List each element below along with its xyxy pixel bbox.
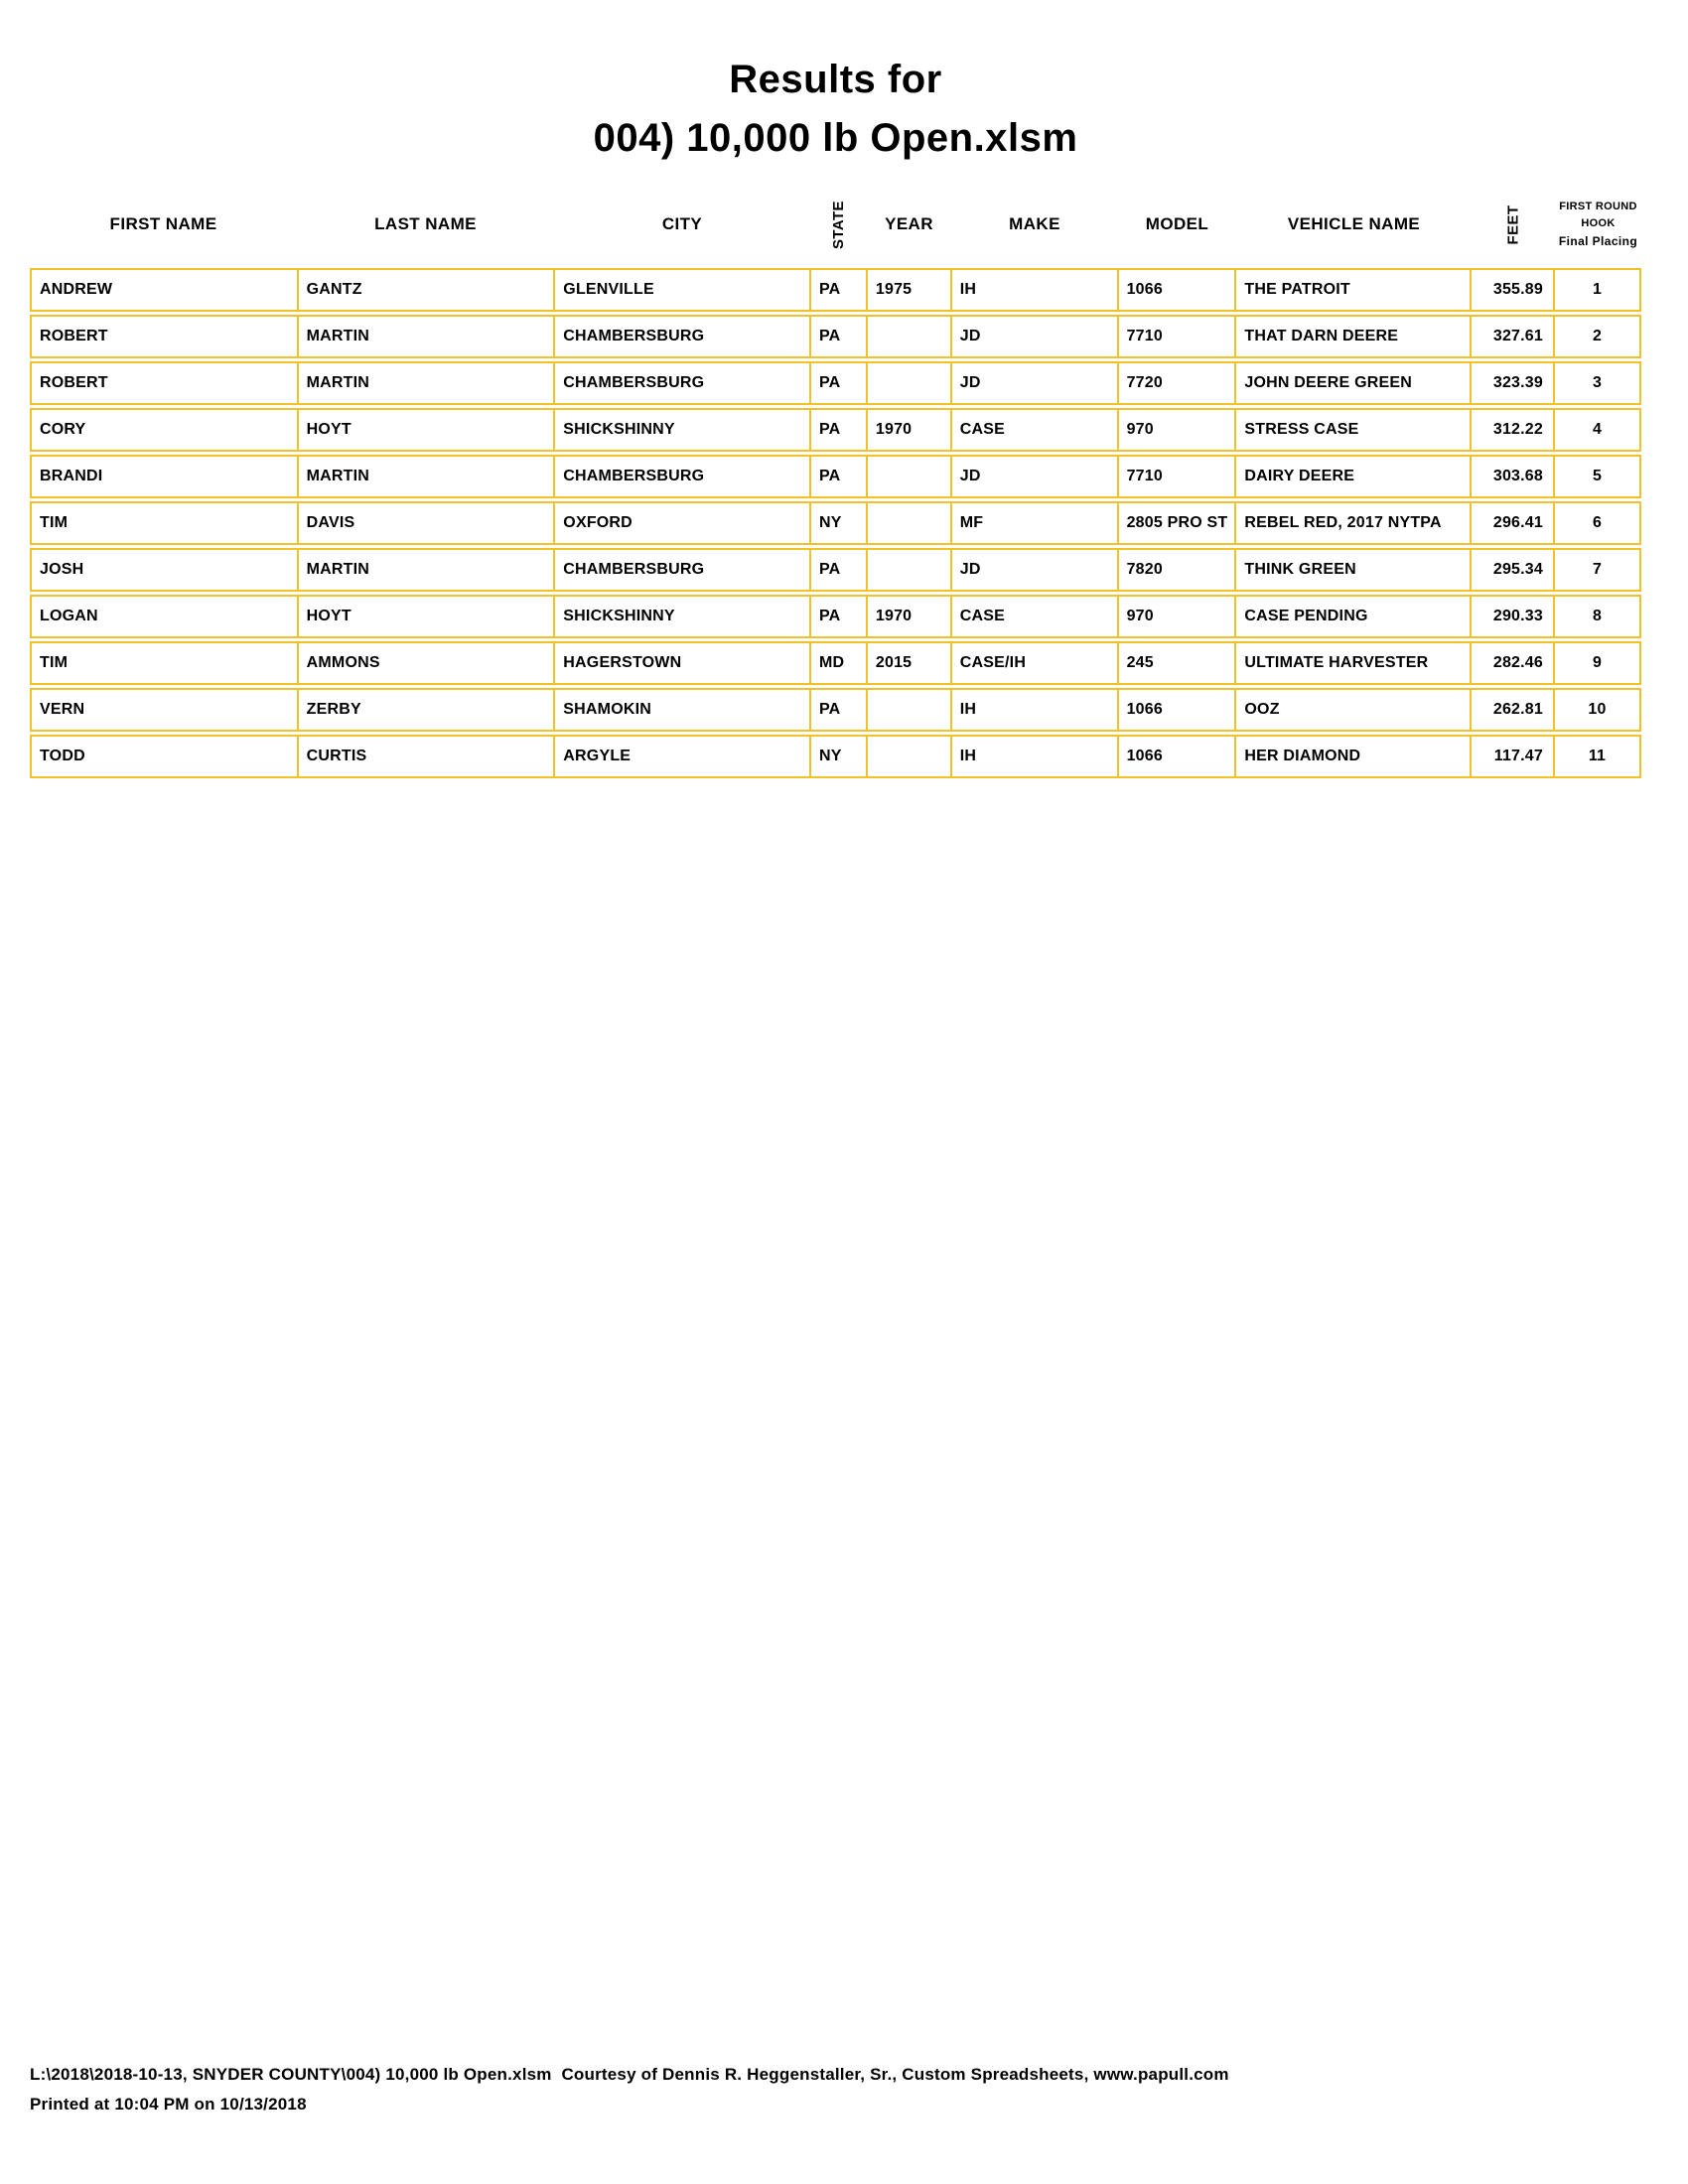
column-header-final-placing-label: Final Placing [1558,233,1638,248]
cell-model: 970 [1119,410,1237,450]
cell-model: 7710 [1119,457,1237,496]
cell-make: IH [952,737,1119,776]
cell-year [868,550,952,590]
cell-first-name: TIM [32,503,299,543]
cell-make: JD [952,550,1119,590]
cell-model: 1066 [1119,737,1237,776]
cell-state: MD [811,643,868,683]
cell-city: SHICKSHINNY [555,410,811,450]
cell-year [868,737,952,776]
cell-state: PA [811,363,868,403]
cell-model: 7820 [1119,550,1237,590]
cell-city: SHICKSHINNY [555,597,811,636]
cell-model: 7720 [1119,363,1237,403]
column-header-state-label: STATE [829,200,847,249]
cell-placing: 4 [1592,421,1603,438]
cell-last-name: HOYT [299,410,556,450]
cell-year [868,503,952,543]
cell-make: CASE [952,597,1119,636]
cell-city: CHAMBERSBURG [555,363,811,403]
cell-make: CASE/IH [952,643,1119,683]
cell-last-name: AMMONS [299,643,556,683]
cell-state: PA [811,597,868,636]
cell-vehicle-name: JOHN DEERE GREEN [1236,363,1472,403]
column-header-vehicle-name-label: VEHICLE NAME [1287,214,1421,233]
column-header-state [810,181,867,268]
cell-placing: 6 [1592,514,1603,531]
footer-file-path: L:\2018\2018-10-13, SNYDER COUNTY\004) 10,000 lb Open.xlsm Courtesy of Dennis R. Heggenstaller, Sr., Custom Spreadsheets, www.papull.com [30,2065,1229,2084]
cell-year [868,690,952,730]
cell-last-name: ZERBY [299,690,556,730]
cell-state: PA [811,690,868,730]
cell-feet: 117.47 [1472,737,1555,776]
cell-state: PA [811,270,868,310]
cell-year: 2015 [868,643,952,683]
cell-first-name: ROBERT [32,317,299,356]
cell-vehicle-name: REBEL RED, 2017 NYTPA [1236,503,1472,543]
table-header [30,181,1641,268]
cell-city: HAGERSTOWN [555,643,811,683]
cell-state: PA [811,317,868,356]
cell-placing: 5 [1592,468,1603,484]
cell-placing: 8 [1592,608,1603,624]
column-header-model [1118,181,1236,268]
column-header-city-label: CITY [661,214,703,233]
cell-placing: 2 [1592,328,1603,344]
cell-first-name: TIM [32,643,299,683]
cell-state: NY [811,737,868,776]
cell-vehicle-name: DAIRY DEERE [1236,457,1472,496]
cell-last-name: CURTIS [299,737,556,776]
page-title-line2: 004) 10,000 lb Open.xlsm [593,116,1078,160]
column-header-city [554,181,810,268]
column-header-make-label: MAKE [1009,214,1060,233]
cell-city: SHAMOKIN [555,690,811,730]
cell-last-name: MARTIN [299,457,556,496]
cell-model: 1066 [1119,270,1237,310]
cell-make: MF [952,503,1119,543]
table-body [30,268,1641,778]
cell-city: CHAMBERSBURG [555,550,811,590]
cell-feet: 355.89 [1472,270,1555,310]
column-header-vehicle-name [1236,181,1472,268]
cell-state: PA [811,410,868,450]
cell-placing: 11 [1588,748,1607,764]
column-header-first-name [30,181,297,268]
column-header-first-round-label: FIRST ROUND [1559,200,1637,212]
table-row [30,361,1641,405]
cell-feet: 323.39 [1472,363,1555,403]
cell-year [868,363,952,403]
cell-last-name: HOYT [299,597,556,636]
cell-last-name: MARTIN [299,317,556,356]
column-header-feet-label: FEET [1504,205,1522,244]
cell-first-name: LOGAN [32,597,299,636]
cell-city: OXFORD [555,503,811,543]
cell-vehicle-name: OOZ [1236,690,1472,730]
cell-first-name: VERN [32,690,299,730]
table-row [30,595,1641,638]
cell-last-name: DAVIS [299,503,556,543]
cell-city: CHAMBERSBURG [555,317,811,356]
cell-feet: 312.22 [1472,410,1555,450]
cell-city: CHAMBERSBURG [555,457,811,496]
cell-feet: 327.61 [1472,317,1555,356]
cell-placing: 1 [1592,281,1603,298]
cell-last-name: MARTIN [299,363,556,403]
cell-model: 245 [1119,643,1237,683]
table-row [30,315,1641,358]
cell-placing: 10 [1588,701,1607,718]
cell-last-name: GANTZ [299,270,556,310]
cell-year: 1975 [868,270,952,310]
column-header-last-name-label: LAST NAME [374,214,477,233]
cell-vehicle-name: THINK GREEN [1236,550,1472,590]
column-header-year-label: YEAR [885,214,933,233]
cell-vehicle-name: CASE PENDING [1236,597,1472,636]
cell-model: 1066 [1119,690,1237,730]
cell-year [868,317,952,356]
cell-vehicle-name: THAT DARN DEERE [1236,317,1472,356]
cell-first-name: JOSH [32,550,299,590]
report-sheet [30,0,1641,781]
column-header-model-label: MODEL [1145,214,1209,233]
column-header-year [867,181,951,268]
cell-city: GLENVILLE [555,270,811,310]
table-row [30,548,1641,592]
column-header-hook-label: HOOK [1581,216,1616,229]
column-header-first-name-label: FIRST NAME [109,214,217,233]
cell-vehicle-name: ULTIMATE HARVESTER [1236,643,1472,683]
footer-printed-timestamp: Printed at 10:04 PM on 10/13/2018 [30,2095,307,2114]
cell-feet: 295.34 [1472,550,1555,590]
table-row [30,408,1641,452]
cell-make: CASE [952,410,1119,450]
table-row [30,641,1641,685]
cell-feet: 262.81 [1472,690,1555,730]
cell-first-name: CORY [32,410,299,450]
cell-make: JD [952,457,1119,496]
cell-feet: 296.41 [1472,503,1555,543]
cell-city: ARGYLE [555,737,811,776]
table-row [30,455,1641,498]
cell-vehicle-name: THE PATROIT [1236,270,1472,310]
cell-feet: 290.33 [1472,597,1555,636]
column-header-last-name [297,181,554,268]
cell-feet: 303.68 [1472,457,1555,496]
cell-first-name: TODD [32,737,299,776]
cell-year [868,457,952,496]
cell-year: 1970 [868,597,952,636]
column-header-feet [1472,181,1555,268]
cell-state: NY [811,503,868,543]
cell-placing: 3 [1592,374,1603,391]
table-row [30,735,1641,778]
cell-vehicle-name: STRESS CASE [1236,410,1472,450]
cell-year: 1970 [868,410,952,450]
page-title-line1: Results for [729,58,942,101]
cell-model: 7710 [1119,317,1237,356]
cell-first-name: ANDREW [32,270,299,310]
column-header-placing-block [1559,199,1637,251]
cell-make: JD [952,363,1119,403]
cell-placing: 7 [1592,561,1603,578]
cell-make: JD [952,317,1119,356]
cell-feet: 282.46 [1472,643,1555,683]
cell-first-name: BRANDI [32,457,299,496]
cell-model: 2805 PRO ST [1119,503,1237,543]
table-row [30,688,1641,732]
cell-placing: 9 [1592,654,1603,671]
cell-model: 970 [1119,597,1237,636]
table-row [30,268,1641,312]
cell-first-name: ROBERT [32,363,299,403]
cell-make: IH [952,690,1119,730]
table-row [30,501,1641,545]
cell-make: IH [952,270,1119,310]
cell-last-name: MARTIN [299,550,556,590]
cell-state: PA [811,550,868,590]
column-header-make [951,181,1118,268]
cell-vehicle-name: HER DIAMOND [1236,737,1472,776]
column-header-placing [1555,181,1641,268]
cell-state: PA [811,457,868,496]
